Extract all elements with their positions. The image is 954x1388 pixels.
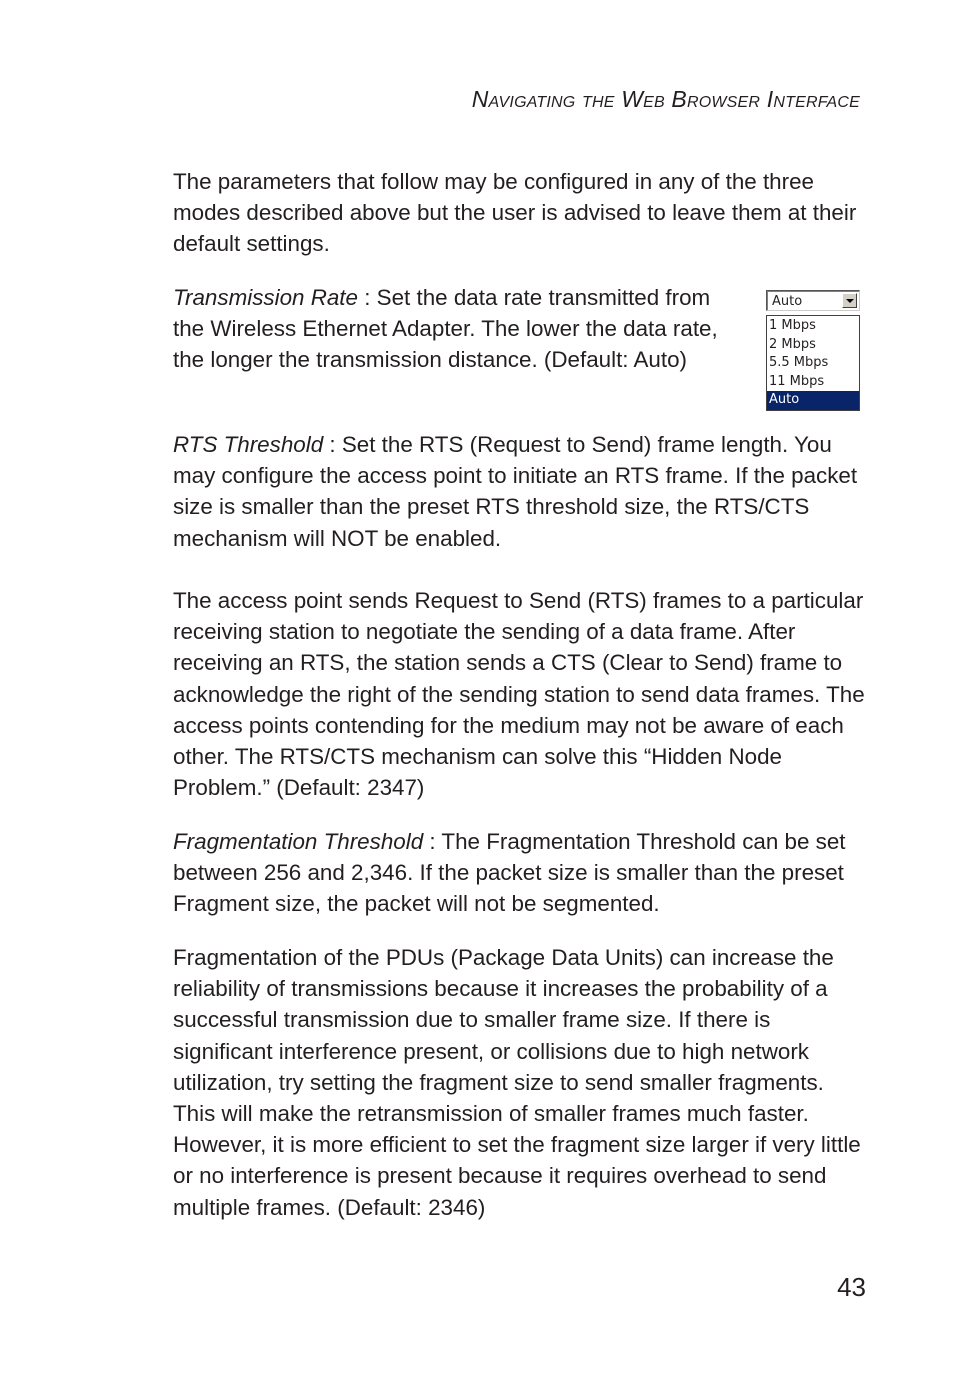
- intro-paragraph: The parameters that follow may be configured in any of the three modes described above but the user is advised to leave them at their default settings.: [173, 169, 857, 257]
- running-header: Navigating the Web Browser Interface: [471, 86, 860, 112]
- fragmentation-threshold-paragraph: [173, 826, 867, 920]
- rts-threshold-term: RTS Threshold: [173, 432, 324, 457]
- rate-option-auto[interactable]: Auto: [767, 391, 859, 410]
- rts-detail-paragraph: The access point sends Request to Send (RTS) frames to a particular receiving station to negotiate the sending of a data frame. After receiving an RTS, the station sends a CTS (Clear to Send) frame to acknowledge the right of the sending station to send data frames. The access points contending for the medium may not be aware of each other. The RTS/CTS mechanism can solve this “Hidden Node Problem.” (Default: 2347): [173, 588, 865, 801]
- fragmentation-threshold-description: : The Fragmentation Threshold can be set between 256 and 2,346. If the packet size is smaller than the preset Fragment size, the packet will not be segmented.: [173, 829, 846, 917]
- transmission-rate-term: Transmission Rate: [173, 285, 358, 310]
- rate-option-2mbps[interactable]: 2 Mbps: [769, 336, 816, 352]
- fragmentation-threshold-term: Fragmentation Threshold: [173, 829, 424, 854]
- transmission-rate-widget: [766, 290, 860, 411]
- page-number: 43: [837, 1272, 866, 1302]
- rts-threshold-description: : Set the RTS (Request to Send) frame length. You may configure the access point to initiate an RTS frame. If the packet size is smaller than the preset RTS threshold size, the RTS/CTS mechanism will NOT be enabled.: [173, 432, 858, 551]
- fragmentation-detail-paragraph: Fragmentation of the PDUs (Package Data Units) can increase the reliability of transmissions because it increases the probability of a successful transmission due to smaller frame size. If there is significant interference present, or collisions due to high network utilization, try setting the fragment size to send smaller fragments. This will make the retransmission of smaller frames much faster. However, it is more efficient to set the fragment size larger if very little or no interference is present because it requires overhead to send multiple frames. (Default: 2346): [173, 945, 861, 1220]
- rate-option-11mbps[interactable]: 11 Mbps: [769, 373, 825, 389]
- transmission-rate-select[interactable]: [766, 290, 860, 311]
- transmission-rate-paragraph: [173, 282, 733, 376]
- rate-option-1mbps[interactable]: 1 Mbps: [769, 318, 816, 333]
- transmission-rate-description: : Set the data rate transmitted from the Wireless Ethernet Adapter. The lower the data rate, the longer the transmission distance. (Default: Auto): [173, 285, 718, 373]
- rate-select-value: Auto: [772, 294, 803, 309]
- transmission-rate-options-list: [766, 315, 860, 411]
- chevron-down-icon[interactable]: [842, 293, 857, 308]
- rate-option-5-5mbps[interactable]: 5.5 Mbps: [769, 355, 829, 371]
- rts-threshold-paragraph: [173, 429, 867, 554]
